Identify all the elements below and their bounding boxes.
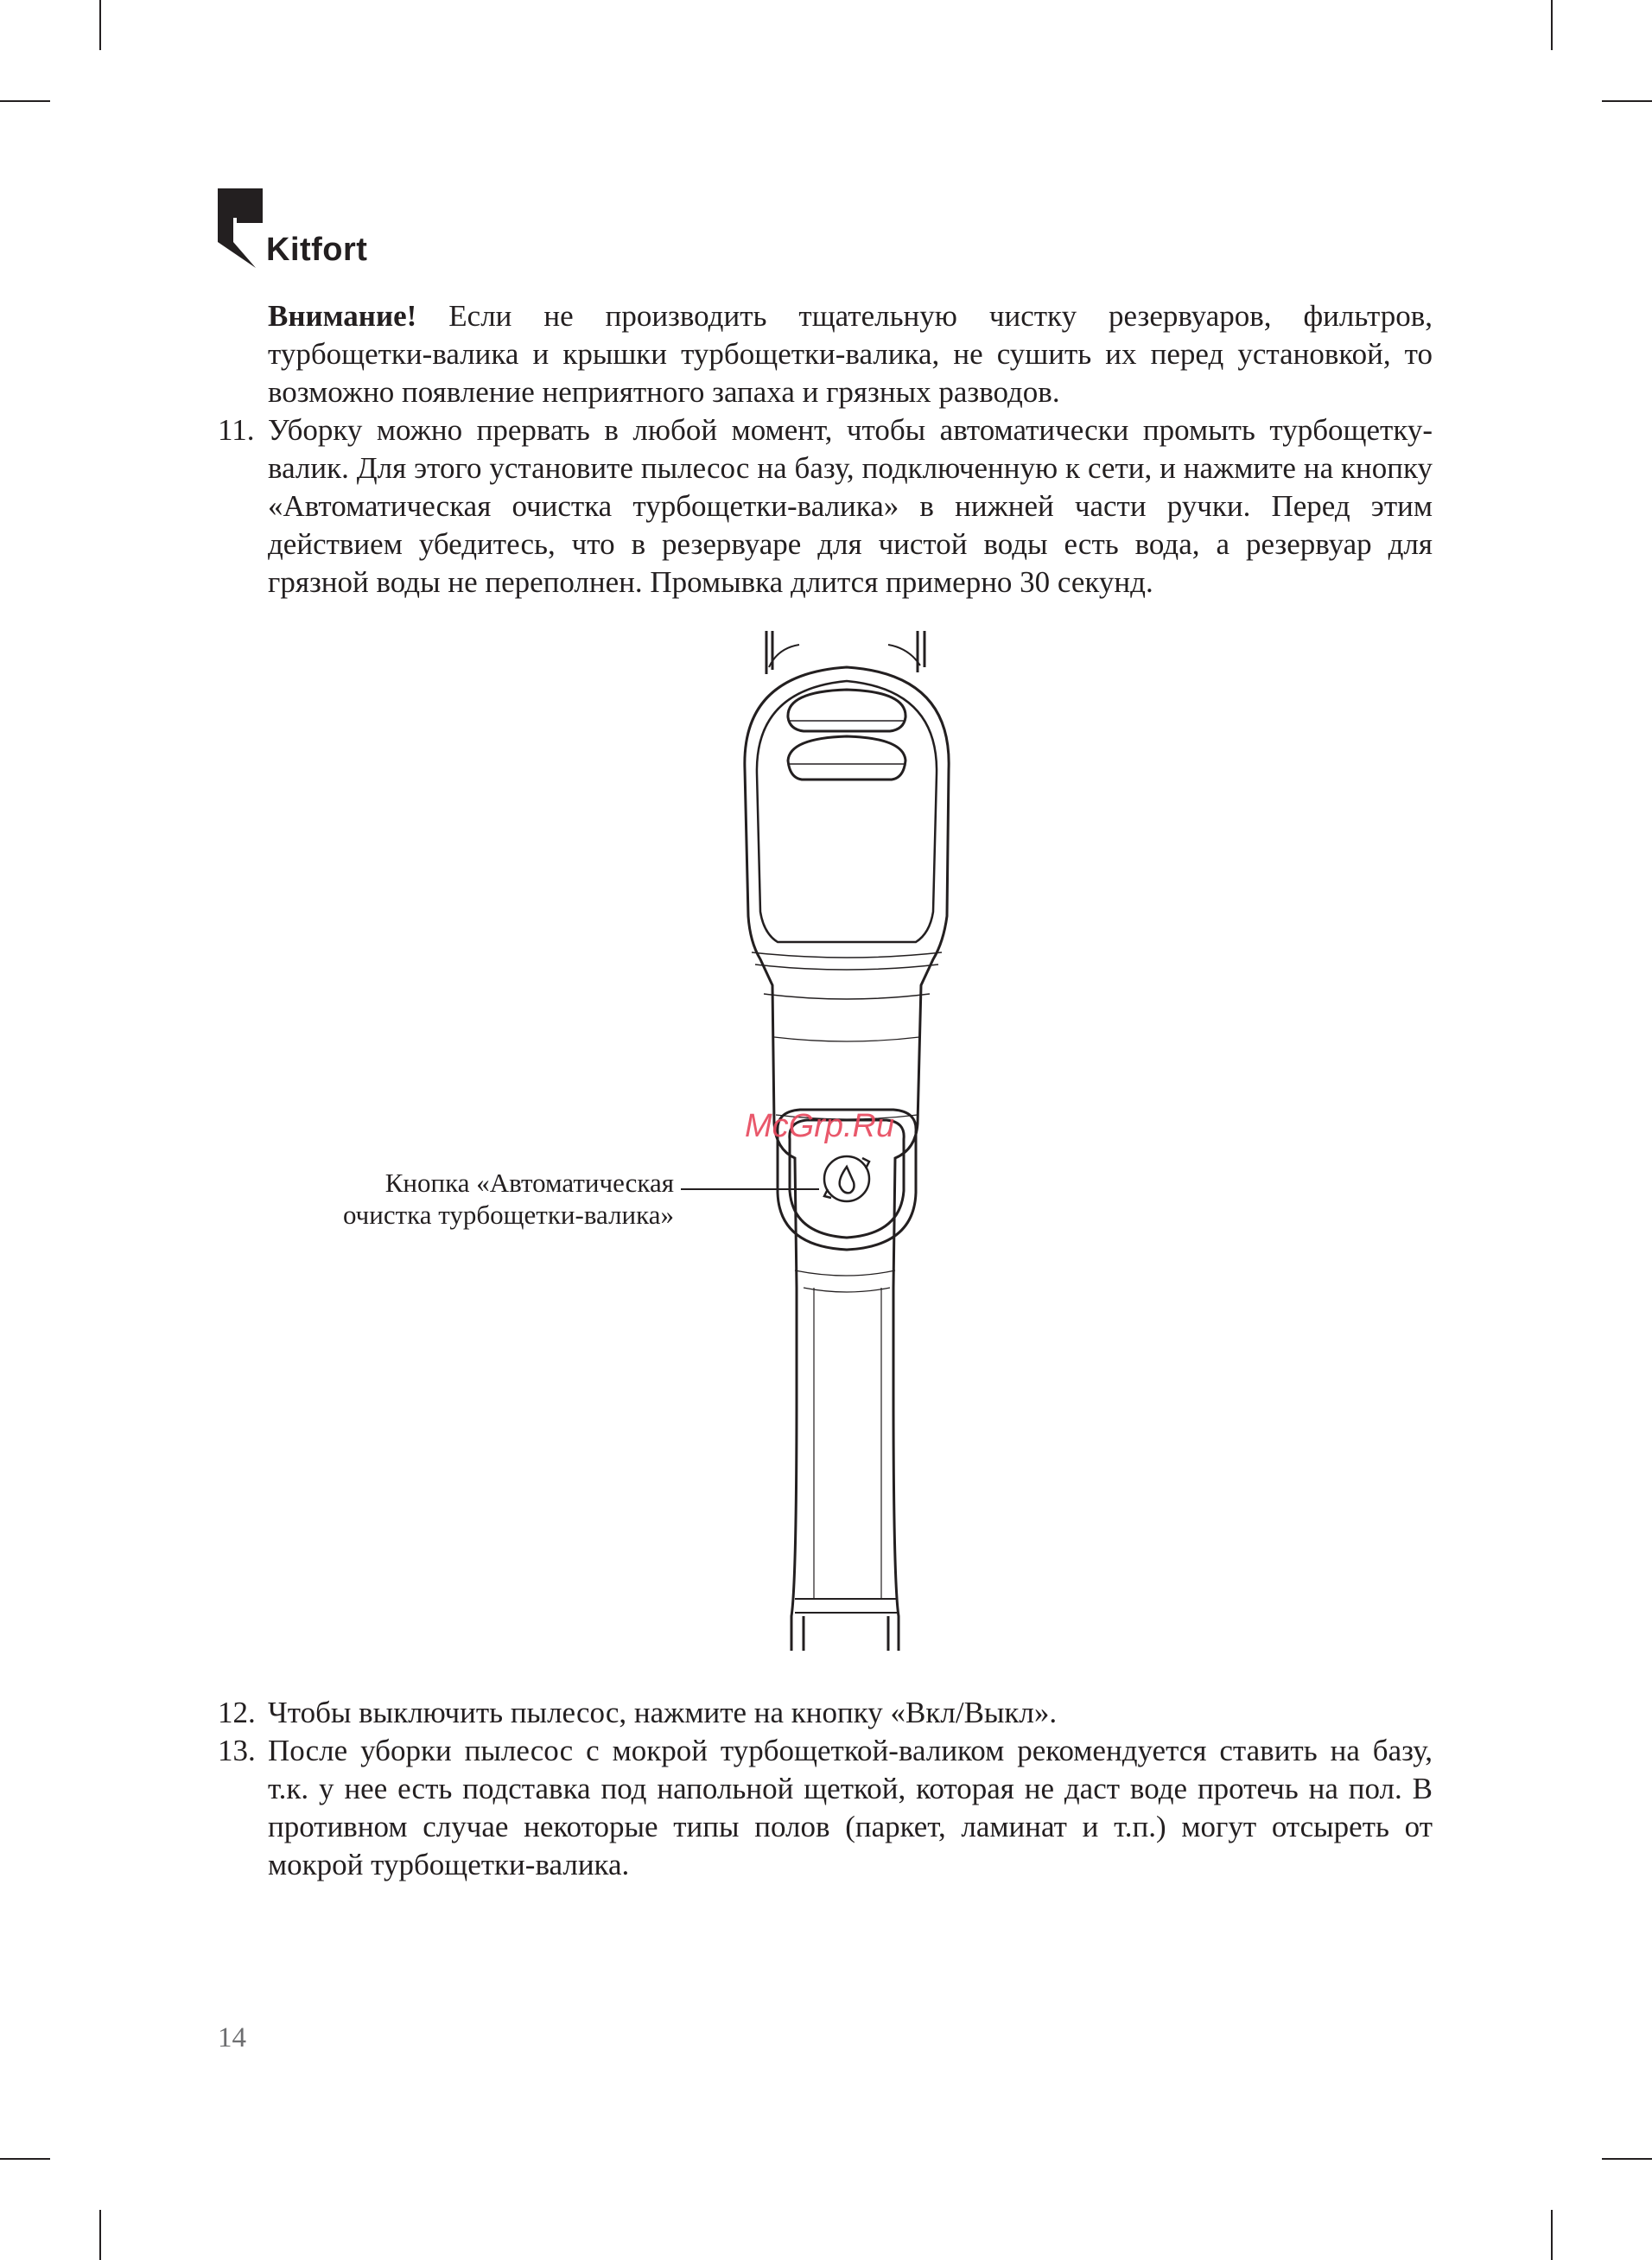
figure-caption-line: Кнопка «Автоматическая — [384, 1168, 674, 1198]
brand-name: Kitfort — [266, 232, 368, 268]
step-text: После уборки пылесос с мокрой турбощеткой-валиком рекомендуется ставить на базу, т.к. у нее есть подставка под напольной щеткой, которая не даст воде протечь на пол. В противном случае некоторые типы полов (паркет, ламинат и т.п.) могут отсыреть от мокрой турбощетки-валика. — [268, 1734, 1433, 1881]
step-text: Чтобы выключить пылесос, нажмите на кнопку «Вкл/Выкл». — [268, 1696, 1058, 1729]
crop-mark — [0, 2158, 50, 2160]
crop-mark — [99, 2210, 101, 2260]
step-number: 12. — [218, 1696, 256, 1729]
crop-mark — [1551, 0, 1553, 50]
step-number: 13. — [218, 1734, 256, 1767]
kitfort-logo-icon — [218, 188, 263, 268]
warning-text: Если не производить тщательную чистку резервуаров, фильтров, турбощетки-валика и крышки турбощетки-валика, не сушить их перед установкой, то возможно появление неприятного запаха и грязных разводов. — [268, 299, 1433, 409]
figure-caption — [259, 1167, 674, 1231]
crop-mark — [99, 0, 101, 50]
figure-caption-line: очистка турбощетки-валика» — [342, 1200, 674, 1230]
crop-mark — [1602, 100, 1652, 102]
warning-label: Внимание! — [268, 299, 417, 333]
crop-mark — [0, 100, 50, 102]
crop-mark — [1602, 2158, 1652, 2160]
caption-leader-line — [681, 1188, 819, 1190]
page-number: 14 — [218, 2022, 246, 2053]
warning-paragraph — [268, 297, 1433, 411]
step-text: Уборку можно прервать в любой момент, чтобы автоматически промыть турбощетку-валик. Для этого установите пылесос на базу, подключенную к сети, и нажмите на кнопку «Автоматическая очистка турбощетки-валика» в нижней части ручки. Перед этим действием убедитесь, что в резервуаре для чистой воды есть вода, а резервуар для грязной воды не переполнен. Промывка длится примерно 30 секунд. — [268, 413, 1433, 599]
crop-mark — [1551, 2210, 1553, 2260]
step-number: 11. — [218, 413, 255, 447]
watermark: McGrp.Ru — [745, 1108, 895, 1144]
